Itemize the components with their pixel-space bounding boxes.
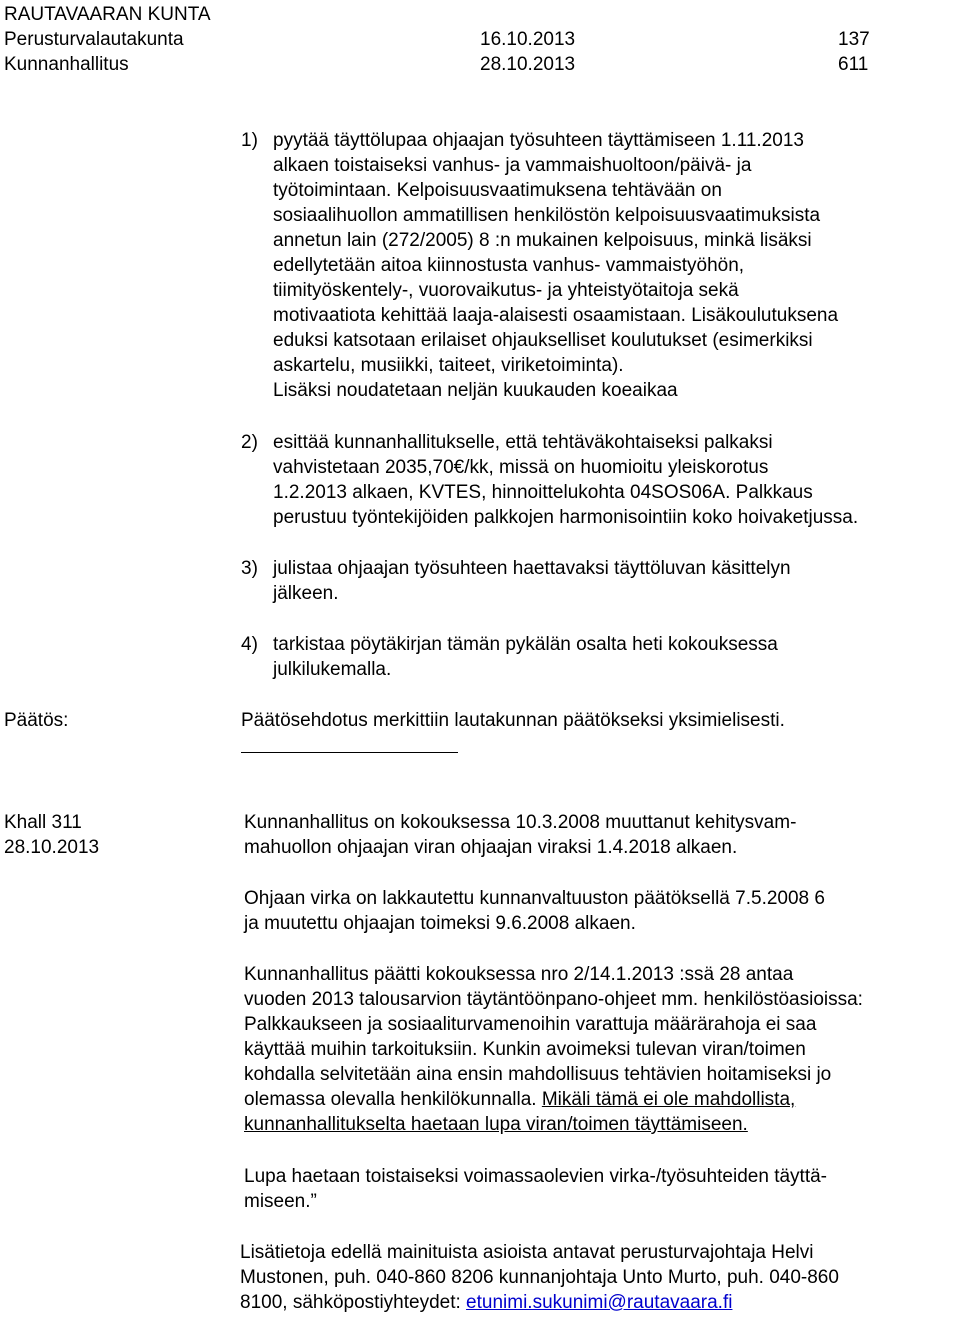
item-line: työtoimintaan. Kelpoisuusvaatimuksena tehtävään on: [273, 180, 722, 201]
khall-paragraph-2: [244, 886, 825, 936]
khall-paragraph-3: [244, 962, 863, 1137]
paragraph-line: Lupa haetaan toistaiseksi voimassaolevien virka-/työsuhteiden täyttä-: [244, 1166, 827, 1187]
separator-line: [241, 752, 458, 753]
header-date-2: 28.10.2013: [480, 54, 576, 75]
header-date-1: 16.10.2013: [480, 29, 576, 50]
item-line: pyytää täyttölupaa ohjaajan työsuhteen täyttämiseen 1.11.2013: [273, 130, 804, 151]
paragraph-line: kohdalla selvitetään aina ensin mahdollisuus tehtävien hoitamiseksi jo: [244, 1064, 832, 1085]
decision-text: Päätösehdotus merkittiin lautakunnan päätökseksi yksimielisesti.: [241, 710, 785, 731]
item-line: askartelu, musiikki, taiteet, viriketoiminta).: [273, 355, 624, 376]
item-line: sosiaalihuollon ammatillisen henkilöstön kelpoisuusvaatimuksista: [273, 205, 821, 226]
item-line: motivaatiota kehittää laaja-alaisesti osaamistaan. Lisäkoulutuksena: [273, 305, 839, 326]
proposal-item-1: [241, 128, 838, 403]
paragraph-text: olemassa olevalla henkilökunnalla.: [244, 1089, 542, 1110]
item-line: vahvistetaan 2035,70€/kk, missä on huomioitu yleiskorotus: [273, 457, 769, 478]
paragraph-line: Palkkaukseen ja sosiaaliturvamenoihin varattuja määrärahoja ei saa: [244, 1014, 817, 1035]
khall-paragraph-5: [240, 1240, 839, 1315]
decision-label: Päätös:: [4, 710, 69, 731]
paragraph-line: mahuollon ohjaajan viran ohjaajan viraksi 1.4.2018 alkaen.: [244, 837, 738, 858]
item-line: julkilukemalla.: [273, 659, 392, 680]
item-line: edellytetään aitoa kiinnostusta vanhus- vammaistyöhön,: [273, 255, 745, 276]
header-page-2: 611: [838, 54, 869, 75]
item-line: jälkeen.: [273, 583, 339, 604]
paragraph-line: Kunnanhallitus on kokouksessa 10.3.2008 muuttanut kehitysvam-: [244, 812, 797, 833]
paragraph-line: miseen.”: [244, 1191, 317, 1212]
khall-paragraph-4: [244, 1164, 827, 1214]
paragraph-line: Ohjaan virka on lakkautettu kunnanvaltuuston päätöksellä 7.5.2008 6: [244, 888, 825, 909]
underlined-text: kunnanhallitukselta haetaan lupa viran/toimen täyttämiseen.: [244, 1114, 748, 1135]
item-line: perustuu työntekijöiden palkkojen harmonisointiin koko hoivaketjussa.: [273, 507, 859, 528]
paragraph-line: Kunnanhallitus päätti kokouksessa nro 2/14.1.2013 :ssä 28 antaa: [244, 964, 794, 985]
khall-date: 28.10.2013: [4, 837, 100, 858]
item-line: Lisäksi noudatetaan neljän kuukauden koeaikaa: [273, 380, 678, 401]
paragraph-line: Mustonen, puh. 040-860 8206 kunnanjohtaja Unto Murto, puh. 040-860: [240, 1267, 839, 1288]
khall-paragraph-1: [244, 810, 796, 860]
proposal-item-4: [241, 632, 778, 682]
paragraph-line: Lisätietoja edellä mainituista asioista antavat perusturvajohtaja Helvi: [240, 1242, 814, 1263]
underlined-text: Mikäli tämä ei ole mahdollista,: [541, 1089, 796, 1110]
item-line: esittää kunnanhallitukselle, että tehtäväkohtaiseksi palkaksi: [273, 432, 773, 453]
organization-name: RAUTAVAARAN KUNTA: [4, 4, 211, 25]
paragraph-line: käyttää muihin tarkoituksiin. Kunkin avoimeksi tulevan viran/toimen: [244, 1039, 806, 1060]
item-number: 4): [241, 634, 258, 655]
item-line: julistaa ohjaajan työsuhteen haettavaksi täyttöluvan käsittelyn: [273, 558, 791, 579]
header-page-1: 137: [838, 29, 870, 50]
header-body-perusturvalautakunta: Perusturvalautakunta: [4, 29, 184, 50]
paragraph-text: 8100, sähköpostiyhteydet:: [240, 1292, 467, 1313]
proposal-item-2: [241, 430, 858, 530]
khall-reference: Khall 311: [4, 812, 82, 833]
item-number: 3): [241, 558, 258, 579]
item-line: annetun lain (272/2005) 8 :n mukainen kelpoisuus, minkä lisäksi: [273, 230, 812, 251]
paragraph-line: ja muutettu ohjaajan toimeksi 9.6.2008 alkaen.: [244, 913, 636, 934]
item-line: 1.2.2013 alkaen, KVTES, hinnoittelukohta 04SOS06A. Palkkaus: [273, 482, 813, 503]
header-body-kunnanhallitus: Kunnanhallitus: [4, 54, 129, 75]
paragraph-line: vuoden 2013 talousarvion täytäntöönpano-ohjeet mm. henkilöstöasioissa:: [244, 989, 863, 1010]
item-number: 2): [241, 432, 258, 453]
email-link[interactable]: etunimi.sukunimi@rautavaara.fi: [466, 1292, 733, 1313]
item-line: tarkistaa pöytäkirjan tämän pykälän osalta heti kokouksessa: [273, 634, 778, 655]
item-line: tiimityöskentely-, vuorovaikutus- ja yhteistyötaitoja sekä: [273, 280, 739, 301]
item-number: 1): [241, 130, 258, 151]
proposal-item-3: [241, 556, 791, 606]
item-line: eduksi katsotaan erilaiset ohjaukselliset koulutukset (esimerkiksi: [273, 330, 813, 351]
item-line: alkaen toistaiseksi vanhus- ja vammaishuoltoon/päivä- ja: [273, 155, 752, 176]
